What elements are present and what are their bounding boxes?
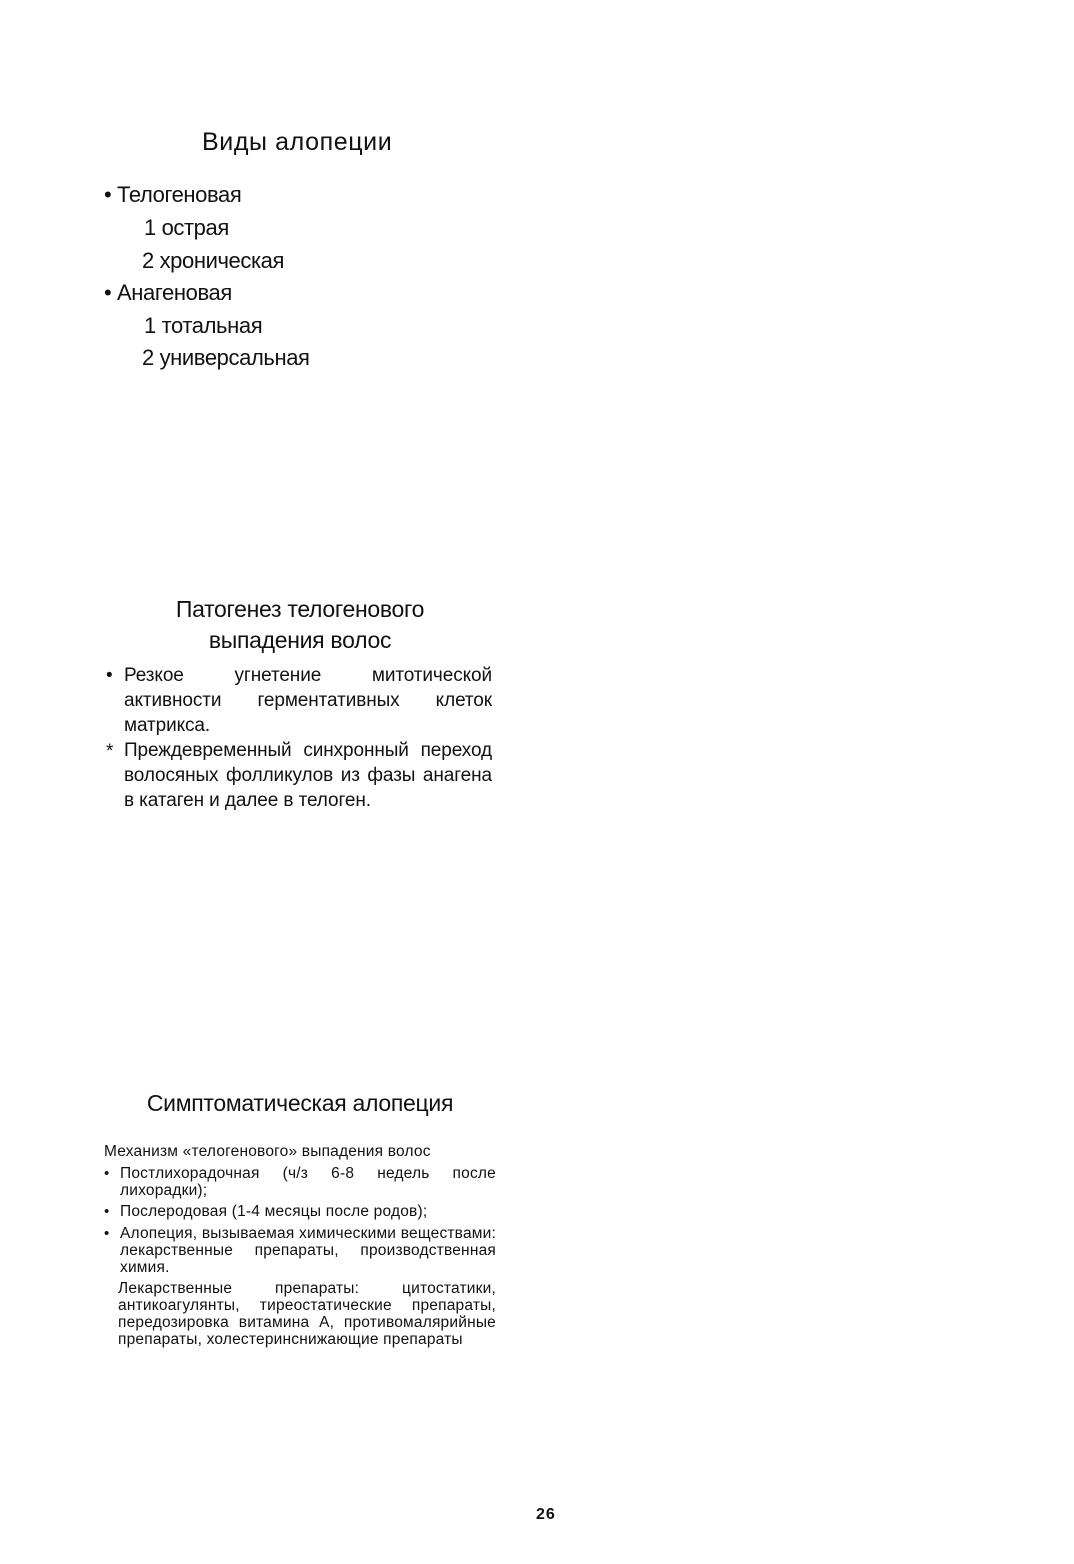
- bullet-marker: *: [106, 741, 114, 762]
- section2-title: [100, 594, 500, 656]
- page-number: 26: [536, 1506, 556, 1523]
- list-item: 2 универсальная: [142, 345, 310, 370]
- list-item: 1 тотальная: [144, 313, 263, 338]
- bullet-marker: •: [104, 1203, 110, 1220]
- paragraph: Постлихорадочная (ч/з 6-8 недель после лихорадки);: [120, 1165, 496, 1199]
- list-item: 2 хроническая: [142, 248, 285, 273]
- paragraph: Резкое угнетение митотической активности герментативных клеток матрикса.: [124, 665, 492, 736]
- bullet-marker: •: [104, 1225, 110, 1242]
- list-item: 1 острая: [144, 215, 229, 240]
- section3-intro: Механизм «телогенового» выпадения волос: [104, 1143, 431, 1160]
- list-item: • Телогеновая: [104, 182, 242, 207]
- list-item: • Анагеновая: [104, 280, 232, 305]
- section2-title-line2: выпадения волос: [208, 627, 392, 653]
- bullet-marker: •: [104, 1165, 110, 1182]
- paragraph: Преждевременный синхронный переход волосяных фолликулов из фазы анагена в катаген и далее в телоген.: [124, 740, 492, 811]
- section3-title: Симптоматическая алопеция: [146, 1090, 454, 1116]
- paragraph: Алопеция, вызываемая химическими веществами: лекарственные препараты, производственная химия.: [120, 1225, 496, 1276]
- section1-title: Виды алопеции: [202, 128, 393, 156]
- bullet-marker: •: [106, 665, 113, 686]
- note-paragraph: Лекарственные препараты: цитостатики, антикоагулянты, тиреостатические препараты, передозировка витамина А, противомалярийные препараты, холестеринснижающие препараты: [118, 1280, 496, 1348]
- paragraph: Послеродовая (1-4 месяцы после родов);: [120, 1203, 428, 1220]
- section2-title-line1: Патогенез телогенового: [175, 596, 425, 622]
